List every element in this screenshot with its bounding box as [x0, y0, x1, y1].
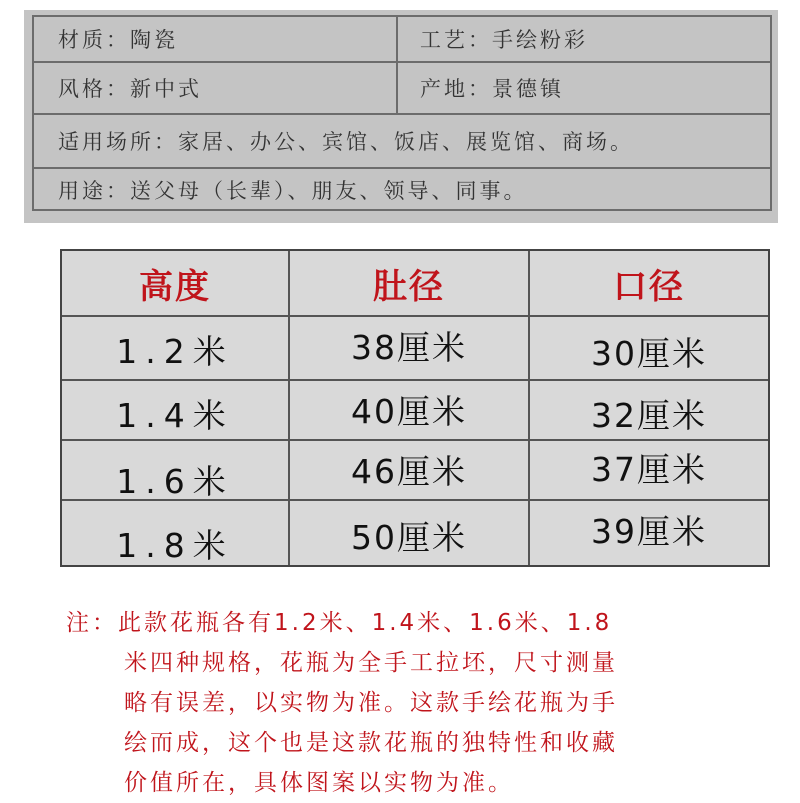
table-cell-mouth: 32厘米 [591, 395, 707, 435]
spec-panel [32, 15, 772, 211]
spec-divider [396, 17, 398, 61]
table-cell-mouth: 39厘米 [591, 511, 707, 551]
header-height: 高度 [139, 266, 211, 307]
spec-row-venues [34, 115, 770, 169]
note-line: 注：此款花瓶各有1.2米、1.4米、1.6米、1.8 [66, 610, 613, 636]
spec-row-material [34, 17, 770, 63]
spec-row-style [34, 63, 770, 115]
note-line: 价值所在，具体图案以实物为准。 [124, 770, 514, 796]
spec-usage: 用途：送父母（长辈）、朋友、领导、同事。 [58, 179, 528, 203]
table-cell-mouth: 37厘米 [591, 449, 707, 489]
table-cell-mouth: 30厘米 [591, 333, 707, 373]
spec-origin: 产地：景德镇 [420, 77, 564, 101]
table-cell-height: 1.2米 [116, 331, 234, 371]
table-cell-belly: 50厘米 [351, 517, 467, 557]
spec-style: 风格：新中式 [58, 77, 202, 101]
spec-craft: 工艺：手绘粉彩 [420, 28, 588, 52]
note-line: 绘而成，这个也是这款花瓶的独特性和收藏 [124, 730, 618, 756]
spec-row-usage [34, 169, 770, 211]
table-cell-belly: 38厘米 [351, 327, 467, 367]
spec-material: 材质：陶瓷 [58, 28, 178, 52]
table-cell-height: 1.6米 [116, 461, 234, 501]
table-cell-belly: 46厘米 [351, 451, 467, 491]
size-table [60, 249, 770, 567]
note-line: 米四种规格，花瓶为全手工拉坯，尺寸测量 [124, 650, 618, 676]
table-cell-height: 1.8米 [116, 525, 234, 565]
size-note [66, 603, 706, 803]
spec-divider [396, 63, 398, 113]
header-belly-diameter: 肚径 [373, 266, 445, 307]
spec-venues: 适用场所：家居、办公、宾馆、饭店、展览馆、商场。 [58, 130, 634, 154]
table-cell-height: 1.4米 [116, 395, 234, 435]
note-line: 略有误差，以实物为准。这款手绘花瓶为手 [124, 690, 618, 716]
table-cell-belly: 40厘米 [351, 391, 467, 431]
header-mouth-diameter: 口径 [613, 266, 685, 307]
